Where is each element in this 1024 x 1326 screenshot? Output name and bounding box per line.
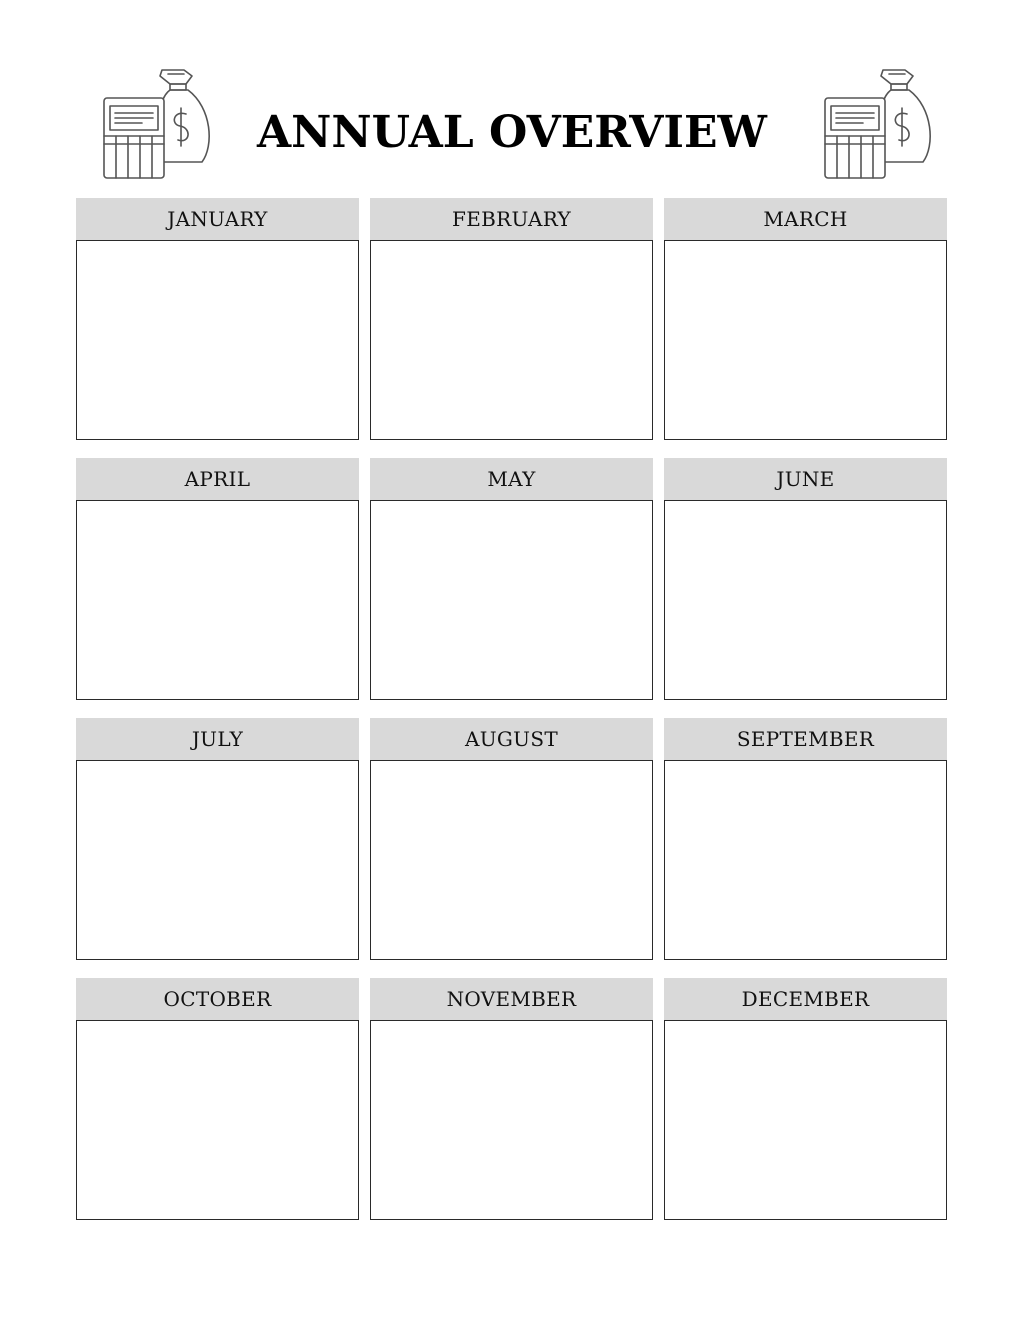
month-label: AUGUST [370, 718, 653, 760]
month-february [370, 198, 653, 442]
month-notes-area[interactable] [370, 1020, 653, 1220]
month-december [664, 978, 947, 1222]
page-title: ANNUAL OVERVIEW [257, 107, 767, 158]
month-january [76, 198, 359, 442]
month-label: JANUARY [76, 198, 359, 240]
month-notes-area[interactable] [370, 500, 653, 700]
month-label: MARCH [664, 198, 947, 240]
month-label: JUNE [664, 458, 947, 500]
month-notes-area[interactable] [76, 760, 359, 960]
month-notes-area[interactable] [76, 1020, 359, 1220]
month-label: DECEMBER [664, 978, 947, 1020]
month-notes-area[interactable] [664, 1020, 947, 1220]
month-june [664, 458, 947, 702]
month-november [370, 978, 653, 1222]
month-label: APRIL [76, 458, 359, 500]
month-notes-area[interactable] [76, 240, 359, 440]
calculator-money-bag-icon [821, 66, 933, 180]
month-september [664, 718, 947, 962]
month-label: JULY [76, 718, 359, 760]
month-notes-area[interactable] [664, 500, 947, 700]
month-label: NOVEMBER [370, 978, 653, 1020]
month-notes-area[interactable] [370, 240, 653, 440]
month-july [76, 718, 359, 962]
month-october [76, 978, 359, 1222]
months-grid [76, 198, 948, 1222]
month-label: SEPTEMBER [664, 718, 947, 760]
month-label: FEBRUARY [370, 198, 653, 240]
month-label: MAY [370, 458, 653, 500]
month-august [370, 718, 653, 962]
month-notes-area[interactable] [664, 760, 947, 960]
month-march [664, 198, 947, 442]
month-notes-area[interactable] [370, 760, 653, 960]
month-notes-area[interactable] [76, 500, 359, 700]
month-may [370, 458, 653, 702]
month-notes-area[interactable] [664, 240, 947, 440]
month-april [76, 458, 359, 702]
month-label: OCTOBER [76, 978, 359, 1020]
page-header [0, 60, 1024, 185]
